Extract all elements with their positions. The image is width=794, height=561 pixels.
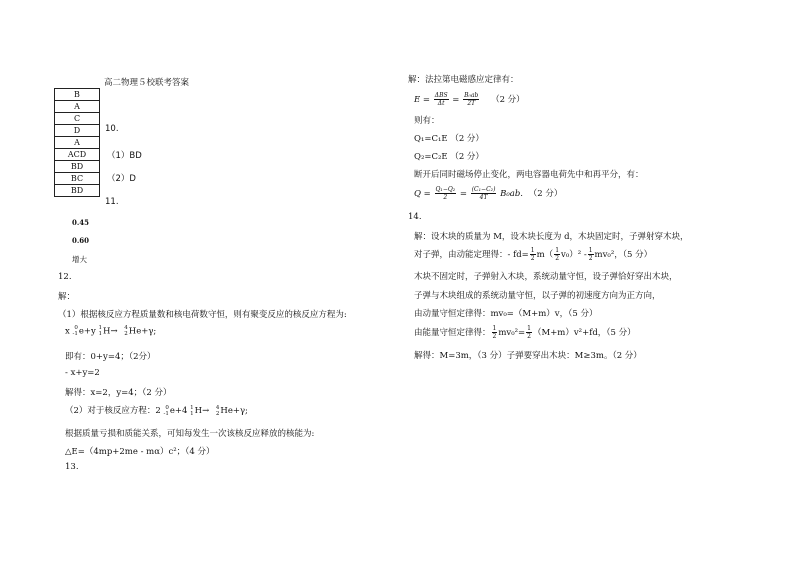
choice-cell: B — [55, 89, 100, 101]
q11-value: 0.60 — [72, 236, 90, 245]
q12-line: 即有：0+y=4；（2分） — [65, 352, 156, 362]
q12-line: （1）根据核反应方程质量数和核电荷数守恒，则有聚变反应的核反应方程为: — [58, 310, 347, 320]
q13-line: Q₂=C₂E （2 分） — [414, 152, 484, 162]
q14-number: 14. — [408, 212, 422, 222]
choice-cell: A — [55, 101, 100, 113]
q12-line: 根据质量亏损和质能关系，可知每发生一次该核反应释放的核能为: — [65, 429, 315, 439]
q14-line: 子弹与木块组成的系统动量守恒，以子弹的初速度方向为正方向， — [414, 291, 661, 301]
choice-cell: ACD — [55, 149, 100, 161]
q13-line: 断开后同时磁场停止变化，两电容器电荷先中和再平分，有： — [414, 170, 644, 180]
q12-line: - x+y=2 — [65, 368, 100, 378]
q12-energy-result: △E=（4mp+2me - mα）c²；（4 分） — [65, 447, 215, 457]
choice-answer-table — [54, 88, 100, 197]
q13-line: Q₁=C₁E （2 分） — [414, 134, 484, 144]
q11-value: 0.45 — [72, 218, 90, 227]
q13-charge-equation: Q = $\frac{\text{Q₁−Q₂}}{2}$ = $\frac{\text{(C₁−C₂)}}{4T}$ B₀ab. （2 分） — [414, 186, 563, 201]
q10-part2: （2）D — [107, 174, 136, 184]
q14-kinetic-energy-equation: 对子弹，由动能定理得：- fd= $\frac{1}{2}$ m（ $\frac{1}{2}$ v₀）² - $\frac{1}{2}$ mv₀²，（5 分） — [414, 247, 653, 262]
choice-cell: BD — [55, 185, 100, 197]
page-title: 高二物理５校联考答案 — [104, 78, 190, 88]
q10-number: 10. — [105, 124, 119, 134]
q13-line: 则有： — [414, 116, 440, 126]
q14-line: 由动量守恒定律得：mv₀=（M+m）v，（5 分） — [414, 309, 598, 319]
choice-cell: BC — [55, 173, 100, 185]
q14-line: 解：设木块的质量为 M，设木块长度为 d，木块固定时，子弹射穿木块， — [414, 232, 689, 242]
q12-reaction-equation-2: （2）对于核反应方程：2 0 -1 e+4 1 1 H→ 4 2 He+γ; — [65, 404, 248, 417]
choice-cell: BD — [55, 161, 100, 173]
q12-line: 解得：x=2，y=4；（2 分） — [65, 388, 172, 398]
q11-value: 增大 — [72, 255, 87, 264]
choice-cell: A — [55, 137, 100, 149]
choice-cell: C — [55, 113, 100, 125]
choice-cell: D — [55, 125, 100, 137]
q14-line: 木块不固定时，子弹射入木块，系统动量守恒，设子弹恰好穿出木块， — [414, 272, 678, 282]
q12-number: 12. — [58, 272, 72, 282]
q12-reaction-equation: x 0 -1 e+y 1 1 H→ 4 2 He+γ; — [65, 325, 157, 337]
q14-conclusion: 解得：M=3m，（3 分）子弹要穿出木块：M≥3m。（2 分） — [414, 351, 642, 361]
q13-line: 解：法拉第电磁感应定律有： — [408, 75, 519, 85]
q14-energy-equation: 由能量守恒定律得： $\frac{1}{2}$ mv₀²= $\frac{1}{2}$ （M+m）v²+fd，（5 分） — [414, 325, 636, 340]
q12-solution-label: 解： — [58, 292, 76, 302]
q10-part1: （1）BD — [107, 151, 142, 161]
q13-number: 13. — [65, 462, 79, 472]
q11-number: 11. — [105, 197, 119, 207]
q13-emf-equation: E = $\frac{\text{ΔBS}}{\Delta t}$ = $\frac{\text{B₀ab}}{2T}$ （2 分） — [414, 92, 525, 107]
